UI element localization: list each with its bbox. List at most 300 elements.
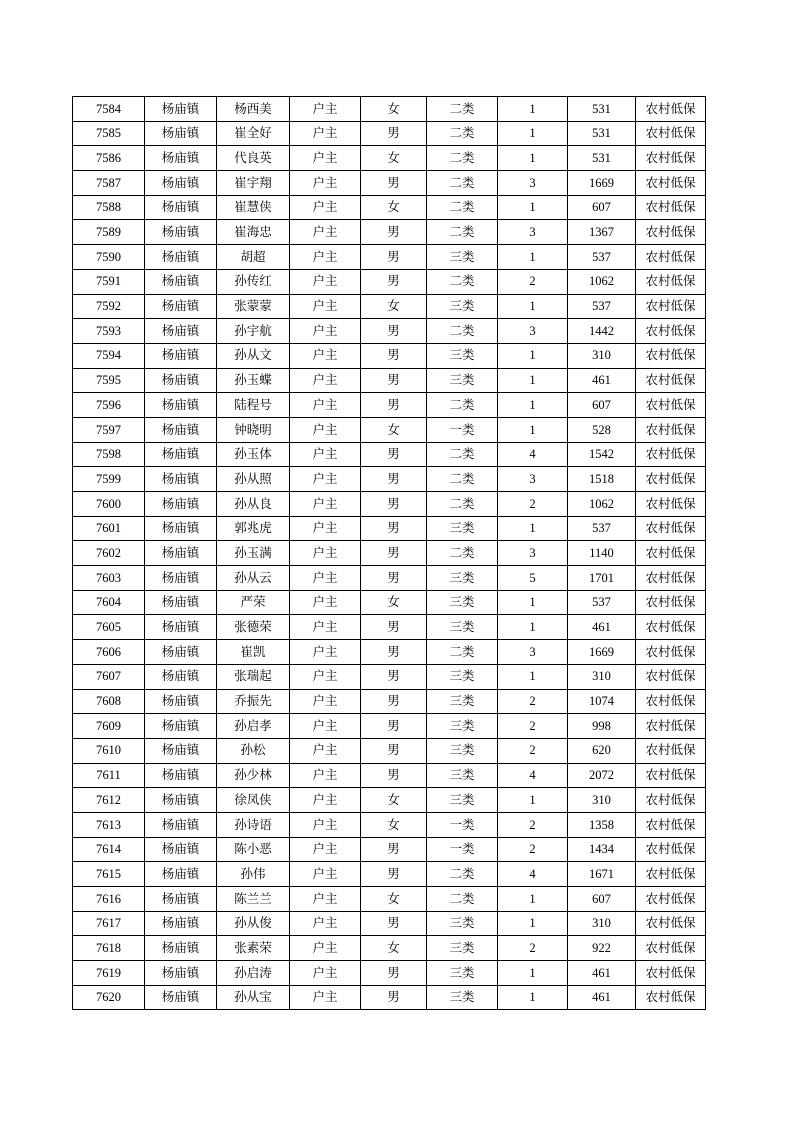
program-cell: 农村低保 — [636, 467, 706, 492]
serial-number-cell: 7598 — [73, 442, 145, 467]
program-cell: 农村低保 — [636, 516, 706, 541]
gender-cell: 男 — [361, 664, 427, 689]
name-cell: 崔宇翔 — [217, 171, 290, 196]
gender-cell: 男 — [361, 368, 427, 393]
table-row — [73, 837, 706, 862]
category-cell: 三类 — [427, 615, 498, 640]
amount-cell: 537 — [568, 590, 636, 615]
household-size-cell: 1 — [498, 294, 568, 319]
amount-cell: 1062 — [568, 492, 636, 517]
serial-number-cell: 7608 — [73, 689, 145, 714]
relation-cell: 户主 — [290, 985, 361, 1010]
relation-cell: 户主 — [290, 121, 361, 146]
name-cell: 孙从良 — [217, 492, 290, 517]
town-cell: 杨庙镇 — [145, 664, 217, 689]
household-size-cell: 1 — [498, 417, 568, 442]
serial-number-cell: 7616 — [73, 887, 145, 912]
program-cell: 农村低保 — [636, 812, 706, 837]
household-size-cell: 3 — [498, 541, 568, 566]
relation-cell: 户主 — [290, 911, 361, 936]
category-cell: 一类 — [427, 417, 498, 442]
relation-cell: 户主 — [290, 245, 361, 270]
town-cell: 杨庙镇 — [145, 615, 217, 640]
name-cell: 崔全好 — [217, 121, 290, 146]
gender-cell: 男 — [361, 269, 427, 294]
serial-number-cell: 7587 — [73, 171, 145, 196]
amount-cell: 310 — [568, 911, 636, 936]
table-row — [73, 269, 706, 294]
serial-number-cell: 7604 — [73, 590, 145, 615]
name-cell: 张瑞起 — [217, 664, 290, 689]
category-cell: 二类 — [427, 467, 498, 492]
gender-cell: 男 — [361, 467, 427, 492]
serial-number-cell: 7612 — [73, 788, 145, 813]
table-row — [73, 812, 706, 837]
amount-cell: 1062 — [568, 269, 636, 294]
gender-cell: 男 — [361, 862, 427, 887]
amount-cell: 1367 — [568, 220, 636, 245]
category-cell: 三类 — [427, 294, 498, 319]
household-size-cell: 1 — [498, 393, 568, 418]
amount-cell: 537 — [568, 245, 636, 270]
household-size-cell: 1 — [498, 343, 568, 368]
relation-cell: 户主 — [290, 714, 361, 739]
program-cell: 农村低保 — [636, 936, 706, 961]
relation-cell: 户主 — [290, 269, 361, 294]
amount-cell: 461 — [568, 615, 636, 640]
table-row — [73, 590, 706, 615]
gender-cell: 男 — [361, 911, 427, 936]
category-cell: 二类 — [427, 121, 498, 146]
household-size-cell: 1 — [498, 911, 568, 936]
table-row — [73, 615, 706, 640]
category-cell: 二类 — [427, 319, 498, 344]
town-cell: 杨庙镇 — [145, 220, 217, 245]
household-size-cell: 2 — [498, 269, 568, 294]
program-cell: 农村低保 — [636, 837, 706, 862]
amount-cell: 1518 — [568, 467, 636, 492]
program-cell: 农村低保 — [636, 541, 706, 566]
category-cell: 二类 — [427, 492, 498, 517]
gender-cell: 男 — [361, 961, 427, 986]
serial-number-cell: 7591 — [73, 269, 145, 294]
name-cell: 孙伟 — [217, 862, 290, 887]
town-cell: 杨庙镇 — [145, 393, 217, 418]
program-cell: 农村低保 — [636, 887, 706, 912]
name-cell: 徐凤侠 — [217, 788, 290, 813]
household-size-cell: 2 — [498, 837, 568, 862]
serial-number-cell: 7602 — [73, 541, 145, 566]
program-cell: 农村低保 — [636, 97, 706, 122]
household-size-cell: 3 — [498, 640, 568, 665]
name-cell: 崔海忠 — [217, 220, 290, 245]
program-cell: 农村低保 — [636, 738, 706, 763]
table-row — [73, 393, 706, 418]
household-size-cell: 1 — [498, 368, 568, 393]
program-cell: 农村低保 — [636, 763, 706, 788]
serial-number-cell: 7600 — [73, 492, 145, 517]
name-cell: 崔凯 — [217, 640, 290, 665]
name-cell: 孙宇航 — [217, 319, 290, 344]
household-size-cell: 3 — [498, 467, 568, 492]
serial-number-cell: 7595 — [73, 368, 145, 393]
program-cell: 农村低保 — [636, 393, 706, 418]
relation-cell: 户主 — [290, 689, 361, 714]
gender-cell: 男 — [361, 516, 427, 541]
town-cell: 杨庙镇 — [145, 171, 217, 196]
household-size-cell: 3 — [498, 220, 568, 245]
amount-cell: 461 — [568, 985, 636, 1010]
gender-cell: 男 — [361, 763, 427, 788]
relation-cell: 户主 — [290, 961, 361, 986]
serial-number-cell: 7611 — [73, 763, 145, 788]
category-cell: 二类 — [427, 862, 498, 887]
category-cell: 一类 — [427, 837, 498, 862]
household-size-cell: 5 — [498, 566, 568, 591]
serial-number-cell: 7588 — [73, 195, 145, 220]
category-cell: 二类 — [427, 269, 498, 294]
gender-cell: 女 — [361, 887, 427, 912]
town-cell: 杨庙镇 — [145, 714, 217, 739]
relation-cell: 户主 — [290, 516, 361, 541]
category-cell: 二类 — [427, 220, 498, 245]
amount-cell: 537 — [568, 516, 636, 541]
serial-number-cell: 7586 — [73, 146, 145, 171]
town-cell: 杨庙镇 — [145, 97, 217, 122]
amount-cell: 461 — [568, 368, 636, 393]
amount-cell: 310 — [568, 788, 636, 813]
serial-number-cell: 7615 — [73, 862, 145, 887]
table-row — [73, 887, 706, 912]
table-row — [73, 788, 706, 813]
table-body — [73, 97, 706, 1010]
table-row — [73, 343, 706, 368]
serial-number-cell: 7613 — [73, 812, 145, 837]
serial-number-cell: 7592 — [73, 294, 145, 319]
amount-cell: 1074 — [568, 689, 636, 714]
gender-cell: 男 — [361, 220, 427, 245]
serial-number-cell: 7610 — [73, 738, 145, 763]
program-cell: 农村低保 — [636, 961, 706, 986]
household-size-cell: 4 — [498, 442, 568, 467]
table-row — [73, 640, 706, 665]
relation-cell: 户主 — [290, 319, 361, 344]
table-row — [73, 467, 706, 492]
gender-cell: 男 — [361, 689, 427, 714]
category-cell: 二类 — [427, 887, 498, 912]
serial-number-cell: 7609 — [73, 714, 145, 739]
table-row — [73, 763, 706, 788]
table-row — [73, 294, 706, 319]
name-cell: 杨西美 — [217, 97, 290, 122]
program-cell: 农村低保 — [636, 985, 706, 1010]
amount-cell: 1542 — [568, 442, 636, 467]
relation-cell: 户主 — [290, 738, 361, 763]
gender-cell: 女 — [361, 195, 427, 220]
household-size-cell: 2 — [498, 936, 568, 961]
household-size-cell: 2 — [498, 492, 568, 517]
name-cell: 孙启涛 — [217, 961, 290, 986]
category-cell: 二类 — [427, 541, 498, 566]
household-size-cell: 1 — [498, 887, 568, 912]
gender-cell: 女 — [361, 590, 427, 615]
table-row — [73, 417, 706, 442]
table-row — [73, 541, 706, 566]
program-cell: 农村低保 — [636, 615, 706, 640]
town-cell: 杨庙镇 — [145, 837, 217, 862]
amount-cell: 607 — [568, 195, 636, 220]
town-cell: 杨庙镇 — [145, 516, 217, 541]
name-cell: 孙松 — [217, 738, 290, 763]
town-cell: 杨庙镇 — [145, 269, 217, 294]
relation-cell: 户主 — [290, 467, 361, 492]
gender-cell: 男 — [361, 442, 427, 467]
amount-cell: 531 — [568, 146, 636, 171]
relation-cell: 户主 — [290, 664, 361, 689]
table-row — [73, 442, 706, 467]
program-cell: 农村低保 — [636, 294, 706, 319]
gender-cell: 女 — [361, 146, 427, 171]
household-size-cell: 1 — [498, 516, 568, 541]
name-cell: 孙传红 — [217, 269, 290, 294]
table-row — [73, 195, 706, 220]
household-size-cell: 1 — [498, 985, 568, 1010]
serial-number-cell: 7584 — [73, 97, 145, 122]
program-cell: 农村低保 — [636, 640, 706, 665]
relation-cell: 户主 — [290, 220, 361, 245]
household-size-cell: 2 — [498, 689, 568, 714]
name-cell: 孙启孝 — [217, 714, 290, 739]
household-size-cell: 3 — [498, 171, 568, 196]
category-cell: 三类 — [427, 763, 498, 788]
relation-cell: 户主 — [290, 294, 361, 319]
household-size-cell: 2 — [498, 714, 568, 739]
gender-cell: 女 — [361, 417, 427, 442]
table-row — [73, 368, 706, 393]
program-cell: 农村低保 — [636, 343, 706, 368]
name-cell: 孙从照 — [217, 467, 290, 492]
amount-cell: 1701 — [568, 566, 636, 591]
program-cell: 农村低保 — [636, 269, 706, 294]
serial-number-cell: 7606 — [73, 640, 145, 665]
program-cell: 农村低保 — [636, 689, 706, 714]
town-cell: 杨庙镇 — [145, 343, 217, 368]
relation-cell: 户主 — [290, 640, 361, 665]
category-cell: 二类 — [427, 442, 498, 467]
table-row — [73, 516, 706, 541]
household-size-cell: 1 — [498, 121, 568, 146]
town-cell: 杨庙镇 — [145, 467, 217, 492]
category-cell: 三类 — [427, 343, 498, 368]
serial-number-cell: 7617 — [73, 911, 145, 936]
name-cell: 孙少林 — [217, 763, 290, 788]
amount-cell: 620 — [568, 738, 636, 763]
gender-cell: 女 — [361, 812, 427, 837]
category-cell: 二类 — [427, 171, 498, 196]
category-cell: 二类 — [427, 146, 498, 171]
town-cell: 杨庙镇 — [145, 911, 217, 936]
household-size-cell: 1 — [498, 245, 568, 270]
name-cell: 孙从云 — [217, 566, 290, 591]
amount-cell: 2072 — [568, 763, 636, 788]
household-size-cell: 1 — [498, 788, 568, 813]
serial-number-cell: 7585 — [73, 121, 145, 146]
category-cell: 三类 — [427, 689, 498, 714]
name-cell: 孙从宝 — [217, 985, 290, 1010]
gender-cell: 男 — [361, 985, 427, 1010]
table-row — [73, 97, 706, 122]
table-row — [73, 689, 706, 714]
gender-cell: 男 — [361, 714, 427, 739]
relation-cell: 户主 — [290, 812, 361, 837]
relation-cell: 户主 — [290, 442, 361, 467]
town-cell: 杨庙镇 — [145, 812, 217, 837]
gender-cell: 男 — [361, 343, 427, 368]
table-row — [73, 566, 706, 591]
category-cell: 二类 — [427, 97, 498, 122]
amount-cell: 531 — [568, 121, 636, 146]
relation-cell: 户主 — [290, 393, 361, 418]
town-cell: 杨庙镇 — [145, 566, 217, 591]
category-cell: 三类 — [427, 738, 498, 763]
gender-cell: 女 — [361, 97, 427, 122]
category-cell: 三类 — [427, 985, 498, 1010]
amount-cell: 607 — [568, 393, 636, 418]
amount-cell: 310 — [568, 343, 636, 368]
table-row — [73, 985, 706, 1010]
amount-cell: 310 — [568, 664, 636, 689]
amount-cell: 531 — [568, 97, 636, 122]
table-row — [73, 961, 706, 986]
serial-number-cell: 7599 — [73, 467, 145, 492]
household-size-cell: 1 — [498, 195, 568, 220]
category-cell: 三类 — [427, 936, 498, 961]
town-cell: 杨庙镇 — [145, 862, 217, 887]
program-cell: 农村低保 — [636, 442, 706, 467]
gender-cell: 男 — [361, 492, 427, 517]
household-size-cell: 1 — [498, 615, 568, 640]
program-cell: 农村低保 — [636, 368, 706, 393]
table-row — [73, 319, 706, 344]
amount-cell: 1671 — [568, 862, 636, 887]
town-cell: 杨庙镇 — [145, 961, 217, 986]
category-cell: 三类 — [427, 961, 498, 986]
category-cell: 二类 — [427, 195, 498, 220]
program-cell: 农村低保 — [636, 492, 706, 517]
table-row — [73, 245, 706, 270]
table-row — [73, 714, 706, 739]
name-cell: 乔振先 — [217, 689, 290, 714]
table-row — [73, 492, 706, 517]
relation-cell: 户主 — [290, 146, 361, 171]
table-row — [73, 862, 706, 887]
serial-number-cell: 7601 — [73, 516, 145, 541]
name-cell: 张素荣 — [217, 936, 290, 961]
amount-cell: 461 — [568, 961, 636, 986]
name-cell: 孙玉满 — [217, 541, 290, 566]
beneficiary-table — [72, 96, 706, 1010]
town-cell: 杨庙镇 — [145, 640, 217, 665]
relation-cell: 户主 — [290, 97, 361, 122]
table-row — [73, 220, 706, 245]
gender-cell: 男 — [361, 319, 427, 344]
program-cell: 农村低保 — [636, 417, 706, 442]
household-size-cell: 1 — [498, 590, 568, 615]
household-size-cell: 1 — [498, 97, 568, 122]
table-row — [73, 911, 706, 936]
serial-number-cell: 7596 — [73, 393, 145, 418]
category-cell: 三类 — [427, 245, 498, 270]
gender-cell: 男 — [361, 837, 427, 862]
category-cell: 一类 — [427, 812, 498, 837]
category-cell: 二类 — [427, 393, 498, 418]
name-cell: 孙从文 — [217, 343, 290, 368]
name-cell: 孙玉蝶 — [217, 368, 290, 393]
amount-cell: 1669 — [568, 171, 636, 196]
serial-number-cell: 7607 — [73, 664, 145, 689]
town-cell: 杨庙镇 — [145, 195, 217, 220]
relation-cell: 户主 — [290, 417, 361, 442]
serial-number-cell: 7597 — [73, 417, 145, 442]
name-cell: 张德荣 — [217, 615, 290, 640]
name-cell: 陈小恶 — [217, 837, 290, 862]
town-cell: 杨庙镇 — [145, 788, 217, 813]
amount-cell: 528 — [568, 417, 636, 442]
name-cell: 孙诗语 — [217, 812, 290, 837]
serial-number-cell: 7594 — [73, 343, 145, 368]
relation-cell: 户主 — [290, 368, 361, 393]
category-cell: 三类 — [427, 788, 498, 813]
relation-cell: 户主 — [290, 788, 361, 813]
gender-cell: 男 — [361, 245, 427, 270]
program-cell: 农村低保 — [636, 788, 706, 813]
household-size-cell: 1 — [498, 961, 568, 986]
gender-cell: 女 — [361, 788, 427, 813]
town-cell: 杨庙镇 — [145, 417, 217, 442]
category-cell: 三类 — [427, 590, 498, 615]
town-cell: 杨庙镇 — [145, 738, 217, 763]
gender-cell: 男 — [361, 121, 427, 146]
serial-number-cell: 7605 — [73, 615, 145, 640]
household-size-cell: 4 — [498, 763, 568, 788]
gender-cell: 男 — [361, 738, 427, 763]
relation-cell: 户主 — [290, 887, 361, 912]
amount-cell: 922 — [568, 936, 636, 961]
household-size-cell: 2 — [498, 738, 568, 763]
town-cell: 杨庙镇 — [145, 294, 217, 319]
household-size-cell: 3 — [498, 319, 568, 344]
relation-cell: 户主 — [290, 936, 361, 961]
town-cell: 杨庙镇 — [145, 492, 217, 517]
table-row — [73, 936, 706, 961]
relation-cell: 户主 — [290, 566, 361, 591]
town-cell: 杨庙镇 — [145, 121, 217, 146]
program-cell: 农村低保 — [636, 714, 706, 739]
household-size-cell: 4 — [498, 862, 568, 887]
category-cell: 三类 — [427, 368, 498, 393]
relation-cell: 户主 — [290, 343, 361, 368]
amount-cell: 1358 — [568, 812, 636, 837]
relation-cell: 户主 — [290, 171, 361, 196]
table-row — [73, 146, 706, 171]
relation-cell: 户主 — [290, 195, 361, 220]
name-cell: 张蒙蒙 — [217, 294, 290, 319]
town-cell: 杨庙镇 — [145, 442, 217, 467]
household-size-cell: 1 — [498, 664, 568, 689]
relation-cell: 户主 — [290, 541, 361, 566]
town-cell: 杨庙镇 — [145, 763, 217, 788]
program-cell: 农村低保 — [636, 664, 706, 689]
